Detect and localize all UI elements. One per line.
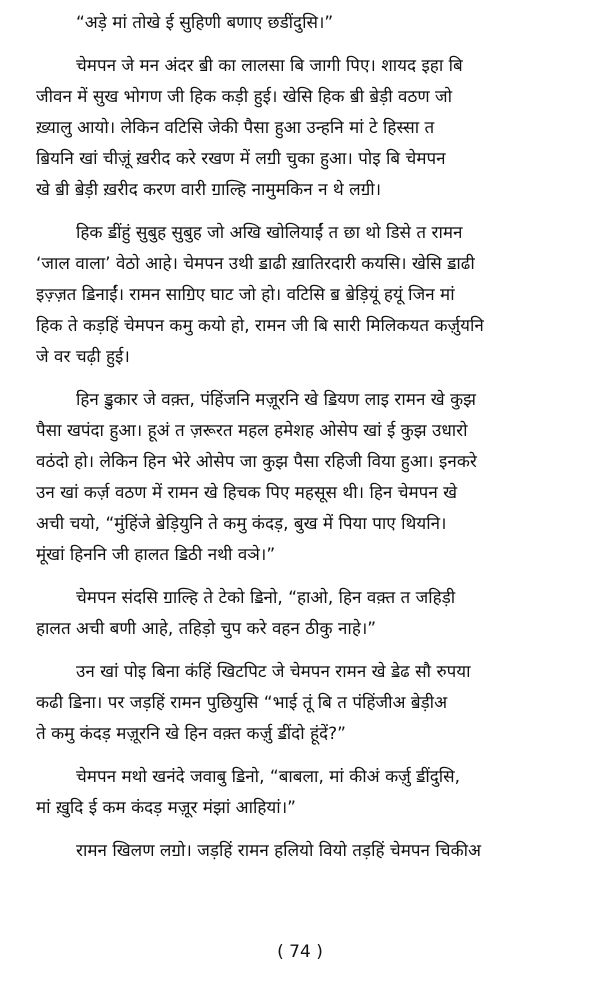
page-number: ( 74 ) <box>277 942 323 962</box>
text-line: ॿियनि खां चीज़ूं ख़रीद करे रखण में लॻी चुका हुआ। पोइ बि चेमपन <box>36 149 446 169</box>
text-line: ते कमु कंदड़ मज़ूरनि खे हिन वक़्त कर्ज़ु ॾींदो हूंदें?” <box>36 724 346 744</box>
text-line: इज़्ज़त ॾिनाईं। रामन साॻिए घाट जो हो। वटिसि ॿ ॿेड़ियूं हयूं जिन मां <box>36 285 455 305</box>
paragraph <box>36 657 580 750</box>
text-line: वठंदो हो। लेकिन हिन भेरे ओसेप जा कुझ पैसा रहिजी विया हुआ। इनकरे <box>36 452 477 472</box>
text-line: अची चयो, “मुंहिंजे ॿेड़ियुनि ते कमु कंदड़, बुख में पिया पाए थियनि। <box>36 514 447 534</box>
paragraph <box>36 385 580 571</box>
text-line: हिक ते कड़हिं चेमपन कमु कयो हो, रामन जी बि सारी मिलिकयत कर्ज़ुयनि <box>36 316 484 336</box>
paragraph <box>36 8 580 39</box>
text-line: खे ॿी ॿेड़ी ख़रीद करण वारी ॻाल्हि नामुमकिन न थे लॻी। <box>36 180 382 200</box>
paragraph <box>36 218 580 373</box>
paragraph <box>36 51 580 206</box>
text-line: कढी ॾिना। पर जड़हिं रामन पुछियुसि “भाई तूं बि त पंहिंजीअ ॿेड़ीअ <box>36 693 448 713</box>
paragraph <box>36 836 580 867</box>
text-line: जे वर चढ़ी हुई। <box>36 347 130 367</box>
text-line: जीवन में सुख भोगण जी हिक कड़ी हुई। खेसि हिक ॿी ॿेड़ी वठण जो <box>36 87 453 107</box>
text-line: ‘जाल वाला’ वेठो आहे। चेमपन उथी ॾाढी ख़ातिरदारी कयसि। खेसि ॾाढी <box>36 254 475 274</box>
text-line: ख़्यालु आयो। लेकिन वटिसि जेकी पैसा हुआ उन्हनि मां टे हिस्सा त <box>36 118 435 138</box>
text-line: हालत अची बणी आहे, तहिड़ो चुप करे वहन ठीकु नाहे।” <box>36 619 377 639</box>
text-line: मां ख़ुदि ई कम कंदड़ मज़ूर मंझां आहियां।” <box>36 798 296 818</box>
text-line: मूंखां हिननि जी हालत ॾिठी नथी वञे।” <box>36 545 276 565</box>
text-line: पैसा खपंदा हुआ। हूअं त ज़रूरत महल हमेशह ओसेप खां ई कुझ उधारो <box>36 421 468 441</box>
text-line: उन खां कर्ज़ वठण में रामन खे हिचक पिए महसूस थी। हिन चेमपन खे <box>36 483 458 503</box>
text-line: चेमपन जे मन अंदर ॿी का लालसा बि जागी पिए। शायद इहा बि <box>76 56 463 76</box>
text-line: रामन खिलण लॻो। जड़हिं रामन हलियो वियो तड़हिं चेमपन चिकीअ <box>76 841 482 861</box>
text-line: चेमपन संदसि ॻाल्हि ते टेको ॾिनो, “हाओ, हिन वक़्त त जहिड़ी <box>76 588 456 608</box>
text-line: हिक ॾींहुं सुबुह सुबुह जो अखि खोलियाईं त छा थो डिसे त रामन <box>76 223 463 243</box>
text-line: चेमपन मथो खनंदे जवाबु ॾिनो, “बाबला, मां कीअं कर्ज़ु ॾींदुसि, <box>76 767 461 787</box>
text-line: उन खां पोइ बिना कंहिं खिटपिट जे चेमपन रामन खे ॾेढ सौ रुपया <box>76 662 471 682</box>
text-line: हिन ॾुकार जे वक़्त, पंहिंजनि मज़ूरनि खे ॾियण लाइ रामन खे कुझ <box>76 390 476 410</box>
paragraph <box>36 583 580 645</box>
text-line: “अड़े मां तोखे ई सुहिणी बणाए छडींदुसि।” <box>76 13 334 33</box>
paragraph <box>36 762 580 824</box>
